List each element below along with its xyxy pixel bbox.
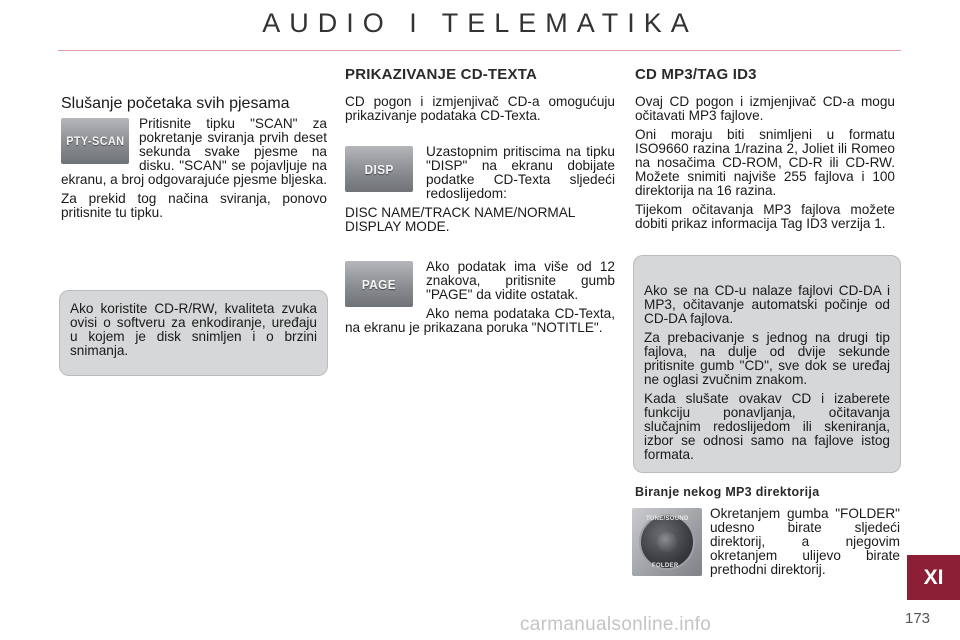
folder-subheading: Biranje nekog MP3 direktorija <box>635 485 820 499</box>
header-divider <box>58 50 901 51</box>
mp3-note-2: Za prebacivanje s jednog na drugi tip fajlova, na dulje od dvije sekunde pritisnite gumb "CD", sve dok se uređaj ne oglasi zvučnim znakom. <box>644 330 890 387</box>
mp3-note-3: Kada slušate ovakav CD i izaberete funkciju ponavljanja, očitavanja slučajnim redoslijedom ili skeniranja, izbor se odnosi samo na fajlove istog formata. <box>644 391 890 462</box>
knob-top-label: TUNE/SOUND <box>646 516 689 522</box>
disp-label: DISP <box>364 161 394 177</box>
knob-dial <box>639 514 695 570</box>
page-instructions: Ako podatak ima više od 12 znakova, pritisnite gumb "PAGE" da vidite ostatak. <box>426 259 615 302</box>
cdrw-note-text: Ako koristite CD-R/RW, kvaliteta zvuka ovisi o softveru za enkodiranje, uređaju u kojem je disk snimljen i o brzini snimanja. <box>70 301 317 358</box>
page-number: 173 <box>905 610 931 627</box>
page-button-image <box>345 261 413 307</box>
mp3-format: Oni moraju biti snimljeni u formatu ISO9660 razina 1/razina 2, Joliet ili Romeo na nosačima CD-ROM, CD-R ili CD-RW. Možete snimiti najviše 255 fajlova i 100 direktorija na 16 razina. <box>635 127 895 198</box>
disp-button-image <box>345 146 413 192</box>
mp3-intro: Ovaj CD pogon i izmjenjivač CD-a mogu očitavati MP3 fajlove. <box>635 94 895 123</box>
pty-scan-label: PTY-SCAN <box>65 134 125 148</box>
col3-heading: CD MP3/TAG ID3 <box>635 66 757 83</box>
col1-heading: Slušanje početaka svih pjesama <box>61 95 290 112</box>
page-label: PAGE <box>361 276 397 292</box>
notitle-instructions: Ako nema podataka CD-Texta, na ekranu je prikazana poruka "NOTITLE". <box>345 306 615 335</box>
chapter-tab: XI <box>907 555 960 600</box>
cdrw-note-box <box>59 290 328 376</box>
disp-instructions: Uzastopnim pritiscima na tipku "DISP" na ekranu dobijate podatke CD-Texta sljedeći redoslijedom: <box>426 144 615 201</box>
folder-text: Okretanjem gumba "FOLDER" udesno birate sljedeći direktorij, a njegovim okretanjem ulijevo birate prethodni direktorij. <box>710 506 900 577</box>
tune-sound-folder-knob <box>632 508 702 576</box>
mp3-note-box <box>633 255 901 473</box>
mp3-tag-info: Tijekom očitavanja MP3 fajlova možete dobiti prikaz informacija Tag ID3 verzija 1. <box>635 202 895 231</box>
cd-text-intro: CD pogon i izmjenjivač CD-a omogućuju prikazivanje podataka CD-Texta. <box>345 94 615 123</box>
display-modes: DISC NAME/TRACK NAME/NORMAL DISPLAY MODE. <box>345 205 575 234</box>
folder-instructions <box>710 507 900 582</box>
column-3 <box>635 95 895 236</box>
column-1 <box>61 117 327 225</box>
knob-bottom-label: FOLDER <box>652 563 679 569</box>
column-2 <box>345 95 615 340</box>
scan-stop-instructions: Za prekid tog načina sviranja, ponovo pritisnite tu tipku. <box>61 191 327 220</box>
scan-instructions: Pritisnite tipku "SCAN" za pokretanje sviranja prvih deset sekunda svake pjesme na disku. "SCAN" se pojavljuje na ekranu, a broj odgovarajuće pjesme bljeska. <box>61 116 327 187</box>
col2-heading: PRIKAZIVANJE CD-TEXTA <box>345 66 537 83</box>
knob-center <box>657 532 677 552</box>
pty-scan-button-image <box>61 118 129 164</box>
page-title: AUDIO I TELEMATIKA <box>262 8 698 38</box>
mp3-note-1: Ako se na CD-u nalaze fajlovi CD-DA i MP3, očitavanje automatski počinje od CD-DA fajlova. <box>644 283 890 326</box>
watermark: carmanualsonline.info <box>520 614 712 635</box>
